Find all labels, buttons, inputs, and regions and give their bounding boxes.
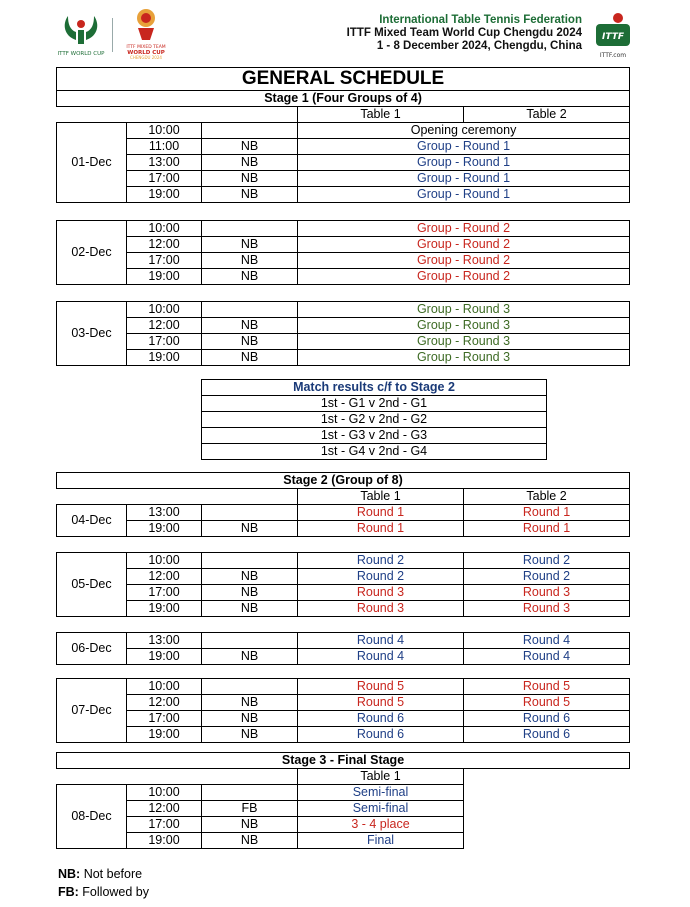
table2-event: Round 5 — [464, 695, 630, 711]
table1-header: Table 1 — [298, 107, 464, 123]
day-date: 06-Dec — [57, 633, 127, 665]
note-cell — [202, 302, 298, 318]
stage1-day3-table — [56, 301, 630, 366]
note-cell: NB — [202, 711, 298, 727]
event-cell: 3 - 4 place — [298, 817, 464, 833]
note-cell: NB — [202, 187, 298, 203]
event-cell: Group - Round 2 — [298, 269, 630, 285]
time-cell: 13:00 — [127, 155, 202, 171]
time-cell: 10:00 — [127, 553, 202, 569]
time-cell: 17:00 — [127, 817, 202, 833]
carry-forward-item: 1st - G4 v 2nd - G4 — [202, 444, 547, 460]
logo-divider — [112, 18, 113, 52]
time-cell: 19:00 — [127, 649, 202, 665]
event-cell: Group - Round 1 — [298, 171, 630, 187]
note-cell: NB — [202, 155, 298, 171]
blank-cell — [57, 489, 298, 505]
note-cell: NB — [202, 727, 298, 743]
stage1-day2-table — [56, 220, 630, 285]
mixed-team-world-cup-logo — [120, 4, 172, 60]
event-cell: Group - Round 3 — [298, 334, 630, 350]
note-cell: NB — [202, 334, 298, 350]
note-cell — [202, 505, 298, 521]
event-cell: Opening ceremony — [298, 123, 630, 139]
time-cell: 10:00 — [127, 679, 202, 695]
stage2-day2-table — [56, 552, 630, 617]
table1-event: Round 5 — [298, 695, 464, 711]
table1-event: Round 3 — [298, 601, 464, 617]
carry-forward-item: 1st - G3 v 2nd - G3 — [202, 428, 547, 444]
table1-event: Round 6 — [298, 711, 464, 727]
federation-name: International Table Tennis Federation — [379, 14, 582, 26]
note-cell: NB — [202, 171, 298, 187]
stage3-schedule-table — [56, 752, 630, 849]
footnote-key: FB: — [58, 885, 79, 899]
table1-event: Round 6 — [298, 727, 464, 743]
table2-event: Round 6 — [464, 711, 630, 727]
blank-cell — [464, 785, 630, 801]
footnote-nb — [58, 866, 142, 882]
time-cell: 17:00 — [127, 171, 202, 187]
carry-forward-title: Match results c/f to Stage 2 — [202, 380, 547, 396]
note-cell: NB — [202, 695, 298, 711]
svg-text:ITTF: ITTF — [602, 32, 624, 42]
ittf-world-cup-logo — [56, 12, 106, 58]
table2-header: Table 2 — [464, 489, 630, 505]
stage2-title: Stage 2 (Group of 8) — [57, 473, 630, 489]
table2-event: Round 4 — [464, 633, 630, 649]
note-cell — [202, 679, 298, 695]
event-info — [347, 14, 582, 53]
table2-header: Table 2 — [464, 107, 630, 123]
svg-text:WORLD CUP: WORLD CUP — [127, 50, 165, 56]
event-name: ITTF Mixed Team World Cup Chengdu 2024 — [346, 27, 582, 39]
time-cell: 17:00 — [127, 334, 202, 350]
note-cell: NB — [202, 569, 298, 585]
footnote-text: Followed by — [78, 885, 150, 899]
time-cell: 13:00 — [127, 505, 202, 521]
table2-event: Round 3 — [464, 585, 630, 601]
note-cell: NB — [202, 350, 298, 366]
table1-event: Round 4 — [298, 633, 464, 649]
footnote-fb — [58, 884, 149, 900]
table2-event: Round 2 — [464, 553, 630, 569]
time-cell: 10:00 — [127, 221, 202, 237]
time-cell: 17:00 — [127, 585, 202, 601]
note-cell — [202, 553, 298, 569]
svg-text:ITTF.com: ITTF.com — [599, 52, 627, 59]
svg-text:ITTF MIXED TEAM: ITTF MIXED TEAM — [126, 45, 166, 50]
time-cell: 19:00 — [127, 521, 202, 537]
stage2-day3-table — [56, 632, 630, 665]
event-cell: Group - Round 2 — [298, 221, 630, 237]
note-cell: NB — [202, 585, 298, 601]
page-title: GENERAL SCHEDULE — [57, 68, 630, 91]
note-cell: NB — [202, 269, 298, 285]
event-cell: Group - Round 1 — [298, 187, 630, 203]
blank-cell — [464, 833, 630, 849]
time-cell: 17:00 — [127, 253, 202, 269]
time-cell: 10:00 — [127, 123, 202, 139]
stage3-title: Stage 3 - Final Stage — [57, 753, 630, 769]
note-cell: NB — [202, 237, 298, 253]
day-date: 07-Dec — [57, 679, 127, 743]
stage2-day4-table — [56, 678, 630, 743]
table2-event: Round 5 — [464, 679, 630, 695]
note-cell: NB — [202, 318, 298, 334]
blank-cell — [57, 769, 298, 785]
table1-event: Round 2 — [298, 553, 464, 569]
event-cell: Group - Round 3 — [298, 318, 630, 334]
event-cell: Group - Round 1 — [298, 139, 630, 155]
table1-event: Round 5 — [298, 679, 464, 695]
note-cell: NB — [202, 139, 298, 155]
day-date: 02-Dec — [57, 221, 127, 285]
time-cell: 19:00 — [127, 350, 202, 366]
table2-event: Round 6 — [464, 727, 630, 743]
time-cell: 19:00 — [127, 727, 202, 743]
carry-forward-item: 1st - G1 v 2nd - G1 — [202, 396, 547, 412]
table1-header: Table 1 — [298, 489, 464, 505]
svg-text:ITTF WORLD CUP: ITTF WORLD CUP — [57, 51, 105, 57]
day-date: 01-Dec — [57, 123, 127, 203]
time-cell: 19:00 — [127, 269, 202, 285]
carry-forward-item: 1st - G2 v 2nd - G2 — [202, 412, 547, 428]
event-cell: Semi-final — [298, 785, 464, 801]
blank-cell — [464, 801, 630, 817]
blank-cell — [464, 817, 630, 833]
table2-event: Round 3 — [464, 601, 630, 617]
table1-event: Round 3 — [298, 585, 464, 601]
stage2-schedule-table — [56, 472, 630, 537]
time-cell: 12:00 — [127, 318, 202, 334]
note-cell — [202, 785, 298, 801]
time-cell: 10:00 — [127, 302, 202, 318]
event-cell: Semi-final — [298, 801, 464, 817]
table2-event: Round 1 — [464, 521, 630, 537]
event-cell: Group - Round 1 — [298, 155, 630, 171]
page-header — [0, 0, 690, 66]
svg-text:CHENGDU 2024: CHENGDU 2024 — [130, 55, 162, 60]
note-cell: NB — [202, 601, 298, 617]
time-cell: 19:00 — [127, 833, 202, 849]
note-cell: NB — [202, 649, 298, 665]
stage1-title: Stage 1 (Four Groups of 4) — [57, 91, 630, 107]
event-cell: Group - Round 3 — [298, 350, 630, 366]
note-cell — [202, 123, 298, 139]
time-cell: 19:00 — [127, 601, 202, 617]
time-cell: 11:00 — [127, 139, 202, 155]
time-cell: 10:00 — [127, 785, 202, 801]
carry-forward-table — [201, 379, 547, 460]
table1-header: Table 1 — [298, 769, 464, 785]
note-cell: NB — [202, 253, 298, 269]
table1-event: Round 1 — [298, 505, 464, 521]
table1-event: Round 2 — [298, 569, 464, 585]
event-dates: 1 - 8 December 2024, Chengdu, China — [376, 40, 582, 52]
table1-event: Round 1 — [298, 521, 464, 537]
note-cell: FB — [202, 801, 298, 817]
table2-event: Round 2 — [464, 569, 630, 585]
time-cell: 12:00 — [127, 569, 202, 585]
note-cell — [202, 633, 298, 649]
note-cell: NB — [202, 833, 298, 849]
note-cell: NB — [202, 521, 298, 537]
stage1-schedule-table — [56, 67, 630, 203]
event-cell: Final — [298, 833, 464, 849]
time-cell: 17:00 — [127, 711, 202, 727]
blank-cell — [464, 769, 630, 785]
event-cell: Group - Round 2 — [298, 253, 630, 269]
time-cell: 12:00 — [127, 801, 202, 817]
table2-event: Round 1 — [464, 505, 630, 521]
time-cell: 19:00 — [127, 187, 202, 203]
ittf-logo — [588, 8, 636, 60]
table2-event: Round 4 — [464, 649, 630, 665]
day-date: 04-Dec — [57, 505, 127, 537]
event-cell: Group - Round 2 — [298, 237, 630, 253]
time-cell: 13:00 — [127, 633, 202, 649]
note-cell — [202, 221, 298, 237]
footnote-key: NB: — [58, 867, 81, 881]
footnote-text: Not before — [80, 867, 143, 881]
note-cell: NB — [202, 817, 298, 833]
blank-cell — [57, 107, 298, 123]
day-date: 08-Dec — [57, 785, 127, 849]
table1-event: Round 4 — [298, 649, 464, 665]
time-cell: 12:00 — [127, 237, 202, 253]
time-cell: 12:00 — [127, 695, 202, 711]
day-date: 05-Dec — [57, 553, 127, 617]
day-date: 03-Dec — [57, 302, 127, 366]
event-cell: Group - Round 3 — [298, 302, 630, 318]
